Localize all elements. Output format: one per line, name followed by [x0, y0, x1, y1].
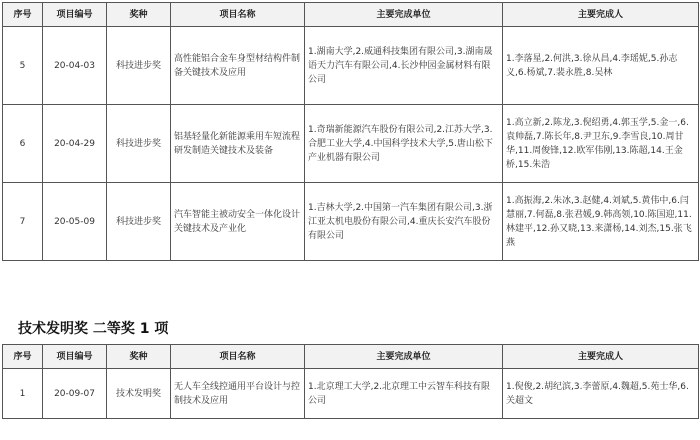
header-project-name: 项目名称 — [171, 345, 305, 369]
header-award: 奖种 — [107, 345, 171, 369]
cell-seq: 5 — [3, 27, 43, 105]
cell-code: 20-09-07 — [43, 369, 107, 419]
header-units: 主要完成单位 — [305, 345, 503, 369]
cell-units: 1.北京理工大学,2.北京理工中云智车科技有限公司 — [305, 369, 503, 419]
header-code: 项目编号 — [43, 3, 107, 27]
award-table-2 — [2, 344, 699, 419]
header-seq: 序号 — [3, 3, 43, 27]
table-header-row — [3, 345, 699, 369]
cell-award: 科技进步奖 — [107, 183, 171, 261]
header-seq: 序号 — [3, 345, 43, 369]
table-row — [3, 27, 699, 105]
cell-seq: 7 — [3, 183, 43, 261]
cell-project-name: 高性能铝合金车身型材结构件制备关键技术及应用 — [171, 27, 305, 105]
cell-people: 1.李落星,2.何洪,3.徐从昌,4.李瑶妮,5.孙志义,6.杨斌,7.裴永胜,8.吴林 — [503, 27, 699, 105]
cell-code: 20-05-09 — [43, 183, 107, 261]
table-header-row — [3, 3, 699, 27]
table-row — [3, 369, 699, 419]
cell-seq: 6 — [3, 105, 43, 183]
cell-award: 科技进步奖 — [107, 27, 171, 105]
table-row — [3, 105, 699, 183]
cell-project-name: 铝基轻量化新能源乘用车短流程研发制造关键技术及装备 — [171, 105, 305, 183]
cell-people: 1.倪俊,2.胡纪滨,3.李蕾原,4.魏超,5.苑士华,6.关超文 — [503, 369, 699, 419]
cell-project-name: 无人车全线控通用平台设计与控制技术及应用 — [171, 369, 305, 419]
cell-units: 1.吉林大学,2.中国第一汽车集团有限公司,3.浙江亚太机电股份有限公司,4.重庆长安汽车股份有限公司 — [305, 183, 503, 261]
header-people: 主要完成人 — [503, 3, 699, 27]
cell-units: 1.湖南大学,2.威通科技集团有限公司,3.湖南晟语天力汽车有限公司,4.长沙仲园金属材料有限公司 — [305, 27, 503, 105]
header-people: 主要完成人 — [503, 345, 699, 369]
cell-award: 技术发明奖 — [107, 369, 171, 419]
header-units: 主要完成单位 — [305, 3, 503, 27]
header-award: 奖种 — [107, 3, 171, 27]
cell-units: 1.奇瑞新能源汽车股份有限公司,2.江苏大学,3.合肥工业大学,4.中国科学技术大学,5.唐山松下产业机器有限公司 — [305, 105, 503, 183]
header-project-name: 项目名称 — [171, 3, 305, 27]
section-title: 技术发明奖 二等奖 1 项 — [18, 321, 169, 337]
cell-people: 1.高立新,2.陈龙,3.倪绍勇,4.郭玉学,5.金一,6.袁帅磊,7.陈长年,8.尹卫东,9.李雪良,10.周甘华,11.周俊锋,12.欧军伟刚,13.陈超,14.王金桥,15.朱浩 — [503, 105, 699, 183]
table-row — [3, 183, 699, 261]
header-code: 项目编号 — [43, 345, 107, 369]
cell-project-name: 汽车智能主被动安全一体化设计关键技术及产业化 — [171, 183, 305, 261]
cell-code: 20-04-29 — [43, 105, 107, 183]
cell-award: 科技进步奖 — [107, 105, 171, 183]
cell-seq: 1 — [3, 369, 43, 419]
award-table-1 — [2, 2, 699, 261]
cell-people: 1.高振海,2.朱冰,3.赵健,4.刘斌,5.黄伟中,6.闫慧丽,7.何磊,8.张君媛,9.韩高领,10.陈国迎,11.林建平,12.孙又晓,13.来潇杨,14.刘杰,15.张飞燕 — [503, 183, 699, 261]
cell-code: 20-04-03 — [43, 27, 107, 105]
